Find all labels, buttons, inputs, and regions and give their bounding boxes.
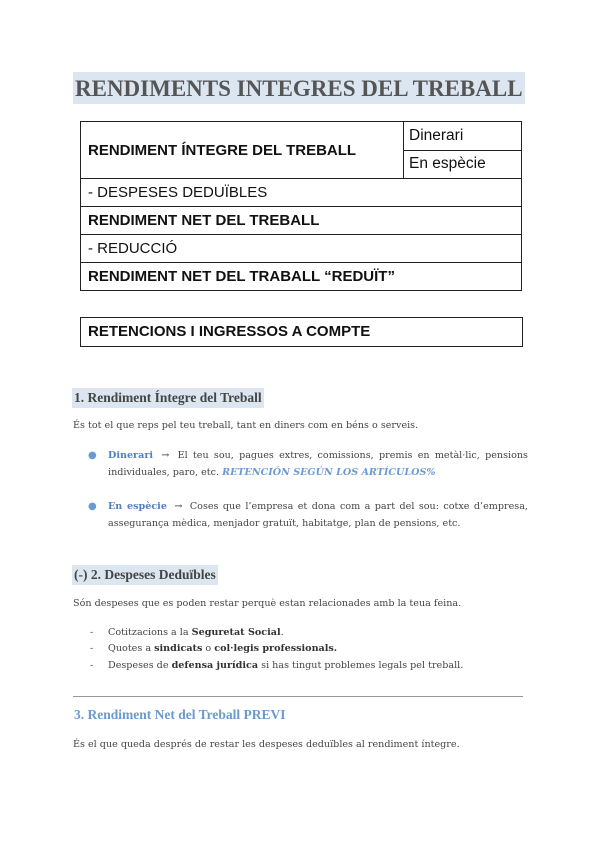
- arrow-icon: →: [174, 501, 183, 512]
- bullet-text: El teu sou, pagues extres, comissions, premis en metàl·lic, pensions individuales, paro, etc.: [108, 450, 528, 478]
- dash-marker: -: [90, 627, 94, 638]
- section1-intro: És tot el que reps pel teu treball, tant en diners com en béns o serveis.: [73, 420, 419, 431]
- despeses-deduibles-cell: - DESPESES DEDUÏBLES: [81, 179, 522, 207]
- list-item: [90, 625, 520, 641]
- section2-intro: Són despeses que es poden restar perquè estan relacionades amb la teua feina.: [73, 598, 462, 609]
- reduccio-cell: - REDUCCIÓ: [81, 235, 522, 263]
- item-text: o: [202, 643, 215, 654]
- retencions-box: RETENCIONS I INGRESSOS A COMPTE: [80, 317, 523, 347]
- list-item: [90, 498, 528, 532]
- bullet-term: Dinerari: [108, 450, 154, 461]
- section3-heading: 3. Rendiment Net del Treball PREVI: [74, 707, 286, 722]
- item-bold: col·legis professionals.: [214, 643, 338, 654]
- page-title: RENDIMENTS INTEGRES DEL TREBALL: [73, 72, 525, 104]
- item-bold: sindicats: [154, 643, 203, 654]
- section2-heading: (-) 2. Despeses Deduïbles: [72, 565, 218, 585]
- item-text: .: [280, 627, 284, 638]
- arrow-icon: →: [161, 450, 170, 461]
- section1-heading: 1. Rendiment Íntegre del Treball: [72, 388, 264, 408]
- bullet-note: RETENCIÓN SEGÚN LOS ARTÍCULOS%: [222, 467, 436, 478]
- list-item: [90, 447, 528, 481]
- table-row: [81, 235, 522, 263]
- item-bold: defensa jurídica: [171, 660, 259, 671]
- section3-intro: És el que queda després de restar les despeses deduïbles al rendiment íntegre.: [73, 739, 460, 750]
- rendiment-net-cell: RENDIMENT NET DEL TREBALL: [81, 207, 522, 235]
- bullet-dot-icon: ●: [88, 501, 97, 512]
- list-item: [90, 641, 520, 657]
- rendiment-reduit-cell: RENDIMENT NET DEL TRABALL “REDUÏT”: [81, 263, 522, 291]
- dash-marker: -: [90, 660, 94, 671]
- dash-marker: -: [90, 643, 94, 654]
- bullet-text: Coses que l’empresa et dona com a part del sou: cotxe d’empresa, assegurança mèdica, menjador gratuït, habitatge, plan de pensions, etc.: [108, 501, 528, 529]
- table-row: [81, 179, 522, 207]
- bullet-dot-icon: ●: [88, 450, 97, 461]
- list-item: [90, 658, 520, 674]
- en-especie-cell: En espècie: [404, 150, 522, 179]
- table-row: [81, 263, 522, 291]
- horizontal-divider: [73, 696, 523, 697]
- rendiment-integre-cell: RENDIMENT ÍNTEGRE DEL TREBALL: [81, 122, 404, 179]
- table-row: [81, 122, 522, 151]
- dinerari-cell: Dinerari: [404, 122, 522, 151]
- income-calculation-table: [80, 121, 522, 291]
- item-text: si has tingut problemes legals pel treball.: [258, 660, 464, 671]
- item-text: Despeses de: [108, 660, 172, 671]
- item-bold: Seguretat Social: [191, 627, 281, 638]
- item-text: Quotes a: [108, 643, 155, 654]
- item-text: Cotitzacions a la: [108, 627, 192, 638]
- bullet-term: En espècie: [108, 501, 167, 512]
- table-row: [81, 207, 522, 235]
